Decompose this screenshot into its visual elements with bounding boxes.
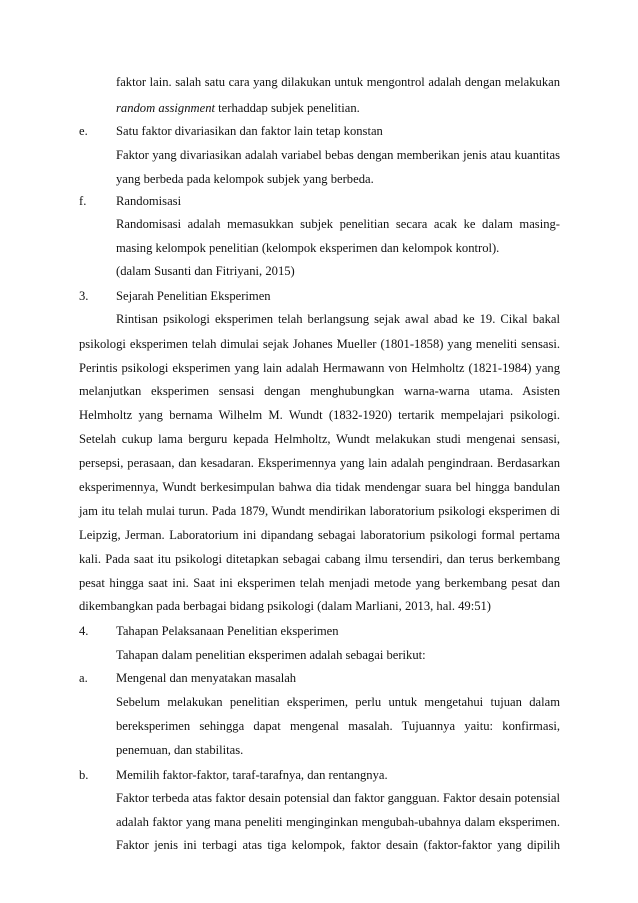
paragraph-text: [116, 98, 360, 118]
text-line: [0, 573, 638, 593]
text-line: [0, 145, 638, 165]
paragraph-text: Rintisan psikologi eksperimen telah berlangsung sejak awal abad ke 19. Cikal bakal: [116, 312, 560, 326]
section-title: Sejarah Penelitian Eksperimen: [116, 289, 271, 303]
text-line: [0, 740, 638, 760]
paragraph-text: Sebelum melakukan penelitian eksperimen, perlu untuk mengetahui tujuan dalam: [116, 695, 560, 709]
paragraph-text: eksperimennya, Wundt berkesimpulan bahwa dia tidak mendengar suara bel hingga bandulan: [79, 480, 560, 494]
section-heading-4: [0, 621, 638, 641]
text-line: [0, 716, 638, 736]
paragraph-text: Faktor terbeda atas faktor desain potensial dan faktor gangguan. Faktor desain potensial: [116, 791, 560, 805]
list-item-e: [0, 121, 638, 141]
text-line: [0, 429, 638, 449]
text-line: [0, 169, 638, 189]
paragraph-text: persepsi, perasaan, dan kesadaran. Eksperimennya yang lain adalah pengindraan. Berdasarkan: [79, 456, 560, 470]
text-line: [0, 238, 638, 258]
text-line: [0, 501, 638, 521]
paragraph-text: adalah faktor yang mana peneliti menginginkan mengubah-ubahnya dalam eksperimen.: [116, 815, 560, 829]
paragraph-text: faktor lain. salah satu cara yang dilakukan untuk mengontrol adalah dengan melakukan: [116, 75, 560, 89]
list-item-title: Randomisasi: [116, 194, 182, 208]
list-marker: f.: [79, 194, 87, 208]
list-item-title: Mengenal dan menyatakan masalah: [116, 671, 297, 685]
paragraph-text: penemuan, dan stabilitas.: [116, 743, 244, 757]
text-span: terhaddap subjek penelitian.: [215, 101, 360, 115]
section-number: 3.: [79, 289, 89, 303]
list-marker: a.: [79, 671, 88, 685]
text-line: [0, 309, 638, 329]
text-line: [0, 72, 638, 92]
text-line: [0, 477, 638, 497]
text-line: [0, 214, 638, 234]
text-line: [0, 692, 638, 712]
paragraph-text: yang berbeda pada kelompok subjek yang berbeda.: [116, 172, 374, 186]
list-item-title: Memilih faktor-faktor, taraf-tarafnya, dan rentangnya.: [116, 768, 388, 782]
text-line: [0, 525, 638, 545]
italic-term: random assignment: [116, 101, 216, 115]
paragraph-text: pesat hingga saat ini. Saat ini eksperimen telah menjadi metode yang berkembang pesat dan: [79, 576, 560, 590]
list-marker: e.: [79, 124, 88, 138]
paragraph-text: Setelah cukup lama berguru kepada Helmholtz, Wundt melakukan studi mengenai sensasi,: [79, 432, 560, 446]
paragraph-text: Perintis psikologi eksperimen yang lain adalah Hermawann von Helmholtz (1821-1984) yang: [79, 361, 560, 375]
text-line: [0, 788, 638, 808]
list-item-title: Satu faktor divariasikan dan faktor lain tetap konstan: [116, 124, 383, 138]
text-line: [0, 381, 638, 401]
paragraph-text: Leipzig, Jerman. Laboratorium ini dipandang sebagai laboratorium psikologi formal pertama: [79, 528, 560, 542]
text-line: [0, 334, 638, 354]
section-number: 4.: [79, 624, 89, 638]
list-marker: b.: [79, 768, 89, 782]
paragraph-text: kali. Pada saat itu psikologi ditetapkan sebagai cabang ilmu tersendiri, dan terus berkembang: [79, 552, 560, 566]
paragraph-text: melanjutkan eksperimen sensasi dengan menghubungkan warna-warna utama. Asisten: [79, 384, 560, 398]
text-line: [0, 358, 638, 378]
text-line: [0, 596, 638, 616]
paragraph-text: masing kelompok penelitian (kelompok eksperimen dan kelompok kontrol).: [116, 241, 500, 255]
text-line: [0, 261, 638, 281]
text-line: [0, 405, 638, 425]
paragraph-text: Faktor yang divariasikan adalah variabel bebas dengan memberikan jenis atau kuantitas: [116, 148, 560, 162]
paragraph-text: Randomisasi adalah memasukkan subjek penelitian secara acak ke dalam masing-: [116, 217, 560, 231]
paragraph-text: bereksperimen sehingga dapat mengenal masalah. Tujuannya yaitu: konfirmasi,: [116, 719, 560, 733]
list-item-b: [0, 765, 638, 785]
text-line: [0, 835, 638, 855]
section-heading-3: [0, 286, 638, 306]
paragraph-text: dikembangkan pada berbagai bidang psikologi (dalam Marliani, 2013, hal. 49:51): [79, 599, 491, 613]
text-line: [0, 549, 638, 569]
paragraph-text: Faktor jenis ini terbagi atas tiga kelompok, faktor desain (faktor-faktor yang dipilih: [116, 838, 560, 852]
paragraph-text: Tahapan dalam penelitian eksperimen adalah sebagai berikut:: [116, 648, 426, 662]
paragraph-text: psikologi eksperimen telah dimulai sejak Johanes Mueller (1801-1858) yang meneliti sensasi.: [79, 337, 560, 351]
text-line: [0, 98, 638, 118]
text-line: [0, 645, 638, 665]
text-line: [0, 453, 638, 473]
list-item-f: [0, 191, 638, 211]
citation-text: (dalam Susanti dan Fitriyani, 2015): [116, 264, 295, 278]
paragraph-text: jam itu telah mulai turun. Pada 1879, Wundt mendirikan laboratorium psikologi eksperimen di: [79, 504, 560, 518]
section-title: Tahapan Pelaksanaan Penelitian eksperimen: [116, 624, 339, 638]
text-line: [0, 812, 638, 832]
paragraph-text: Helmholtz yang bernama Wilhelm M. Wundt (1832-1920) tertarik mempelajari psikologi.: [79, 408, 560, 422]
list-item-a: [0, 668, 638, 688]
